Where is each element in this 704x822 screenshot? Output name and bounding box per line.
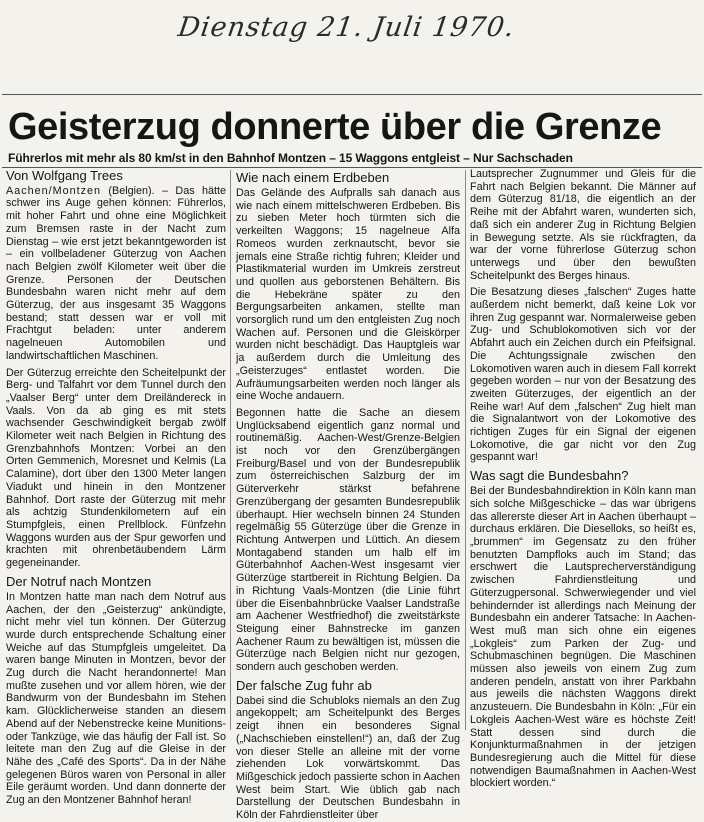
headline: Geisterzug donnerte über die Grenze (8, 106, 662, 148)
column-divider (465, 170, 466, 730)
top-rule (2, 94, 702, 95)
intro-text: (Belgien). – Das hätte schwer ins Auge gehen können: Führerlos, mit hoher Fahrt und ohne eine Möglichkeit zum Bremsen raste in der Nacht zum Dienstag – wie erst jetzt bekanntgeworden ist – ein vollbeladener Güterzug von Aachen nach Belgien zwölf Kilometer weit über die Grenze. Personen der Deutschen Bundesbahn waren nicht mehr auf dem Güterzug, der aus insgesamt 35 Waggons bestand; statt dessen war er voll mit Frachtgut beladen: unter anderem nagelneuen Automobilen und landwirtschaftlichen Maschinen. (6, 184, 226, 362)
article-column-2 (236, 168, 460, 822)
paragraph: Bei der Bundesbahndirektion in Köln kann man sich solche Mißgeschicke – das war übrigens das allererste dieser Art in Aachen überhaupt – durchaus erklären. Die Dieselloks, so heißt es, „brummen“ im Gegensatz zu den früher benutzten Dampfloks auch im Stand; das erschwert die Lautsprecherverständigung zwischen Fahrdienstleitung und Güterzugpersonal. Schwerwiegender und viel behindernder ist allerdings nach Meinung der Bundesbahn ein anderer Tatsache: In Aachen-West muß man sich ohne ein eigenes „Lokgleis“ zum Parken der Zug- und Schubmaschinen begnügen. Die Maschinen müssen also jeweils von einem Zug zum anderen pendeln, anstatt von ihrer Parkbahn aus jeweils die nächsten Waggons direkt anzusteuern. Die Bundesbahn in Köln: „Für ein Lokgleis Aachen-West wäre es höchste Zeit! Statt dessen sind durch die Konjunkturmaßnahmen in der jetzigen Bundesregierung auch die Mittel für diese notwendigen Baumaßnahmen in Aachen-West blockiert worden.“ (470, 485, 696, 790)
subheading-bundesbahn: Was sagt die Bundesbahn? (470, 468, 629, 484)
paragraph: Das Gelände des Aufpralls sah danach aus wie nach einem mittelschweren Erdbeben. Bis zu sieben Meter hoch türmten sich die verkeilten Waggons; 15 nagelneue Alfa Romeos wurden zerknautscht, bevor sie jemals eine Straße richtig fuhren; Kleider und Plastikmaterial wurden im Umkreis zerstreut und quollen aus geborstenen Behältern. Bis die Hebekräne später zu den Bergungsarbeiten ankamen, stellte man vorsorglich rund um den entgleisten Zug noch Wachen auf. Personen und die Gleiskörper wurden nicht beschädigt. Das Hauptgleis war ja außerdem durch die Umleitung des „Geisterzuges“ entlastet worden. Die Aufräumungsarbeiten werden noch länger als eine Woche andauern. (236, 187, 460, 403)
column-divider (230, 170, 231, 730)
paragraph: Dabei sind die Schubloks niemals an den Zug angekoppelt; am Scheitelpunkt des Berges zeigt ihnen ein besonderes Signal („Nachschieben einstellen!“) an, daß der Zug von dieser Stelle an alleine mit der vorne ziehenden Lok vorwärtskommt. Das Mißgeschick jedoch passierte schon in Aachen West beim Start. Wie üblich gab nach Darstellung der Deutschen Bundesbahn in Köln der Fahrdienstleiter über (236, 694, 460, 822)
subheading-notruf: Der Notruf nach Montzen (6, 573, 152, 589)
handwritten-date: Dienstag 21. Juli 1970. (176, 12, 517, 43)
byline: Von Wolfgang Trees (6, 168, 123, 183)
subheading-erdbeben: Wie nach einem Erdbeben (236, 170, 390, 185)
paragraph: Die Besatzung dieses „falschen“ Zuges hatte außerdem nicht bemerkt, daß keine Lok vor ihren Zug gespannt war. Normalerweise geben Zug- und Schublokomotiven sich vor der Abfahrt auch ein Zeichen durch ein Pfeifsignal. Die Achtungssignale zwischen den Lokomotiven waren auch in diesem Fall korrekt gegeben worden – nur von der Besatzung des zweiten Güterzuges, der eigentlich an der Reihe war! Auf dem „falschen“ Zug hielt man die Signalantwort von der Lokomotive des richtigen Zuges für ein Signal der eigenen Lokomotive, die gar nicht vor den Zug gespannt war! (470, 286, 696, 464)
dateline: Aachen/Montzen (6, 184, 102, 197)
article-intro (6, 185, 226, 363)
subheading-falscher-zug: Der falsche Zug fuhr ab (236, 677, 372, 693)
paragraph: Der Güterzug erreichte den Scheitelpunkt der Berg- und Talfahrt vor dem Tunnel durch den „Vaalser Berg“ unter dem Dreiländereck in Vaals. Von da ab ging es mit stets wachsender Geschwindigkeit bergab zwölf Kilometer weit nach Belgien in Richtung des Grenzbahnhofs Montzen: Vorbei an den Orten Gemmenich, Moresnet und Kelmis (La Calamine), dort über den 1300 Meter langen Viadukt und hinein in den Montzener Bahnhof. Dort raste der Güterzug mit mehr als achtzig Stundenkilometern auf ein Stumpfgleis, einen Prellblock. Fünfzehn Waggons wurden aus der Spur geworfen und krachten mit ohrenbetäubendem Lärm gegeneinander. (6, 366, 226, 570)
paragraph: In Montzen hatte man nach dem Notruf aus Aachen, der den „Geisterzug“ ankündigte, nicht mehr viel tun können. Der Güterzug wurde durch entsprechende Schaltung einer Weiche auf das Stumpfgleis umgeleitet. Da waren bange Minuten in Montzen, bevor der Zug durch die Nacht herandonnerte! Man mußte zusehen und vor allem hören, wie der Bandwurm von der Bundesbahn im Stehen kam. Glücklicherweise standen an diesem Abend auf der Nebenstrecke keine Munitions- oder Tankzüge, wie das häufig der Fall ist. So leitete man den Zug auf die Gleise in der Nähe des „Café des Sports“. Da in der Nähe gelegenen Büros waren von Personal in aller Eile geräumt worden. Und dann donnerte der Zug an den Montzener Bahnhof heran! (6, 590, 226, 807)
paragraph: Lautsprecher Zugnummer und Gleis für die Fahrt nach Belgien bekannt. Die Männer auf dem Güterzug 81/18, die eigentlich an der Reihe mit der Abfahrt waren, wunderten sich, daß sich ein anderer Zug in Richtung Belgien in Bewegung setzte. Als sie rückfragten, da war der vorne führerlose Güterzug schon unterwegs und über den bewußten Scheitelpunkt des Berges hinaus. (470, 168, 696, 282)
article-column-3 (470, 168, 696, 790)
article-column-1 (6, 168, 226, 807)
subheadline: Führerlos mit mehr als 80 km/st in den Bahnhof Montzen – 15 Waggons entgleist – Nur Sachschaden (8, 151, 573, 165)
paragraph: Begonnen hatte die Sache an diesem Unglücksabend eigentlich ganz normal und routinemäßig. Aachen-West/Grenze-Belgien ist noch vor den Grenzübergängen Freiburg/Basel und von der Bundesrepublik zum österreichischen Salzburg der im Güterverkehr stärkst befahrene Grenzübergang der gesamten Bundesrepublik überhaupt. Hier wechseln binnen 24 Stunden regelmäßig 55 Güterzüge über die Grenze in Richtung Antwerpen und Lüttich. An diesem Montagabend standen um halb elf im Güterbahnhof Aachen-West insgesamt vier Güterzüge startbereit in Richtung Belgien. Da in Richtung Vaals-Montzen (die Linie führt über die Eisenbahnbrücke Vaalser Landstraße am Aachener Westfriedhof) die zweitstärkste Steigung einer Bahnstrecke im ganzen Aachener Raum zu bewältigen ist, müssen die Güterzüge nach Belgien nicht nur gezogen, sondern auch geschoben werden. (236, 406, 460, 674)
